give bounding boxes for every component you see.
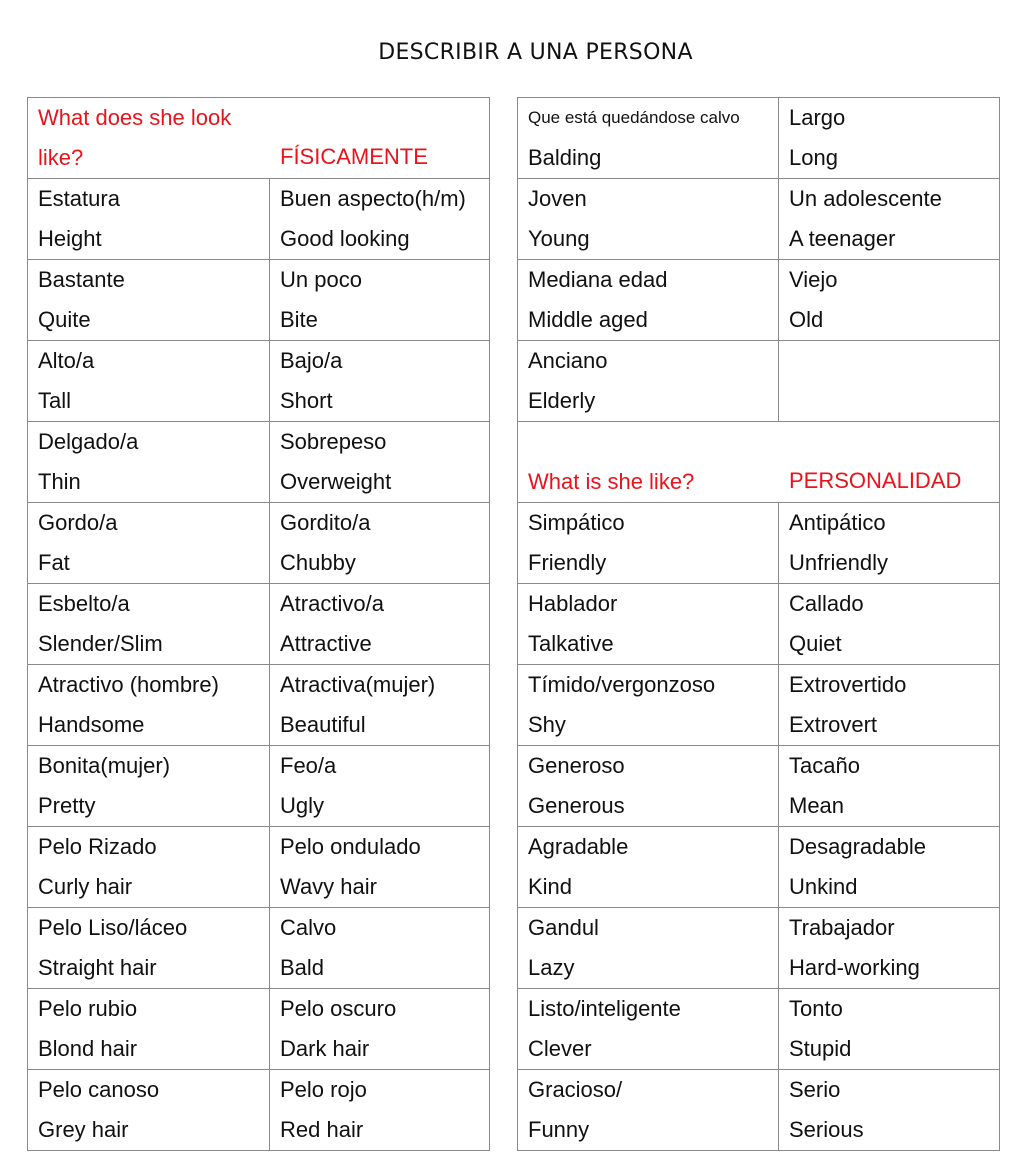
english-term: Straight hair	[38, 955, 157, 980]
vocab-cell	[270, 584, 490, 665]
spanish-term: Sobrepeso	[280, 429, 387, 454]
vocab-cell	[779, 827, 1000, 908]
physical-question-line1: What does she look	[38, 105, 232, 130]
spanish-term: Extrovertido	[789, 672, 907, 697]
spanish-term: Hablador	[528, 591, 618, 616]
spanish-term: Buen aspecto(h/m)	[280, 186, 466, 211]
table-row	[28, 908, 490, 989]
table-row	[28, 503, 490, 584]
vocab-cell	[779, 989, 1000, 1070]
vocab-cell	[518, 179, 779, 260]
english-term: Stupid	[789, 1036, 852, 1061]
spanish-term: Gordito/a	[280, 510, 371, 535]
english-term: Dark hair	[280, 1036, 370, 1061]
table-row	[28, 260, 490, 341]
english-term: Bite	[280, 307, 318, 332]
table-row	[518, 503, 1000, 584]
english-term: Hard-working	[789, 955, 920, 980]
table-row	[518, 908, 1000, 989]
spanish-term: Trabajador	[789, 915, 895, 940]
spanish-term: Bajo/a	[280, 348, 343, 373]
english-term: Quiet	[789, 631, 842, 656]
spanish-term: Gracioso/	[528, 1077, 623, 1102]
vocab-cell	[779, 341, 1000, 422]
vocab-cell	[270, 665, 490, 746]
spanish-term: Viejo	[789, 267, 838, 292]
personality-question: What is she like?	[528, 469, 695, 494]
spanish-term: Atractivo/a	[280, 591, 384, 616]
english-term: Wavy hair	[280, 874, 377, 899]
english-term: Balding	[528, 145, 602, 170]
vocab-cell	[779, 98, 1000, 179]
english-term: Extrovert	[789, 712, 878, 737]
vocab-cell	[270, 503, 490, 584]
vocab-cell	[518, 260, 779, 341]
spanish-term: Antipático	[789, 510, 886, 535]
english-term: Quite	[38, 307, 91, 332]
table-row	[518, 665, 1000, 746]
table-row	[28, 179, 490, 260]
vocab-cell	[518, 665, 779, 746]
table-row	[518, 260, 1000, 341]
english-term: Short	[280, 388, 333, 413]
spanish-term: Estatura	[38, 186, 120, 211]
english-term: Young	[528, 226, 590, 251]
spanish-term: Desagradable	[789, 834, 926, 859]
table-row	[28, 665, 490, 746]
spanish-term: Tonto	[789, 996, 843, 1021]
table-row	[28, 1070, 490, 1151]
vocab-cell	[779, 584, 1000, 665]
vocab-cell	[270, 908, 490, 989]
spanish-term: Feo/a	[280, 753, 337, 778]
english-term: Friendly	[528, 550, 607, 575]
english-term: Shy	[528, 712, 566, 737]
english-term: Funny	[528, 1117, 590, 1142]
vocab-cell	[518, 1070, 779, 1151]
english-term: Slender/Slim	[38, 631, 163, 656]
spanish-term: Pelo Liso/láceo	[38, 915, 188, 940]
vocab-cell	[28, 746, 270, 827]
vocab-cell	[28, 179, 270, 260]
spanish-term: Atractiva(mujer)	[280, 672, 436, 697]
vocab-cell	[28, 422, 270, 503]
spanish-term: Que está quedándose calvo	[528, 108, 740, 127]
english-term: Long	[789, 145, 838, 170]
vocab-cell	[270, 1070, 490, 1151]
vocab-cell	[270, 746, 490, 827]
personality-section-label: PERSONALIDAD	[789, 468, 962, 493]
header-spacer	[528, 422, 999, 462]
english-term: Grey hair	[38, 1117, 129, 1142]
spanish-term: Generoso	[528, 753, 625, 778]
table-row	[28, 584, 490, 665]
spanish-term: Listo/inteligente	[528, 996, 681, 1021]
table-row	[28, 746, 490, 827]
vocab-cell	[28, 665, 270, 746]
vocab-cell	[518, 908, 779, 989]
spanish-term: Gandul	[528, 915, 599, 940]
vocab-cell	[28, 341, 270, 422]
table-row	[518, 746, 1000, 827]
spanish-term: Simpático	[528, 510, 625, 535]
spanish-term: Pelo rojo	[280, 1077, 367, 1102]
vocab-cell	[270, 827, 490, 908]
table-row	[518, 989, 1000, 1070]
table-row	[28, 341, 490, 422]
table-row	[518, 98, 1000, 179]
table-row	[518, 827, 1000, 908]
vocab-cell	[779, 746, 1000, 827]
vocab-cell	[28, 260, 270, 341]
vocab-cell	[779, 179, 1000, 260]
spanish-term: Anciano	[528, 348, 608, 373]
spanish-term: Esbelto/a	[38, 591, 130, 616]
spanish-term: Un poco	[280, 267, 362, 292]
table-row	[28, 827, 490, 908]
english-term: Old	[789, 307, 824, 332]
vocab-cell	[270, 422, 490, 503]
vocab-cell	[270, 341, 490, 422]
english-term: Handsome	[38, 712, 145, 737]
spanish-term: Mediana edad	[528, 267, 668, 292]
spanish-term: Joven	[528, 186, 587, 211]
vocab-cell	[28, 584, 270, 665]
vocab-cell	[518, 827, 779, 908]
english-term: Unkind	[789, 874, 858, 899]
vocab-cell	[779, 260, 1000, 341]
spanish-term: Un adolescente	[789, 186, 942, 211]
table-row	[518, 1070, 1000, 1151]
vocab-cell	[779, 503, 1000, 584]
english-term: Elderly	[528, 388, 596, 413]
vocab-cell	[28, 827, 270, 908]
vocab-cell	[270, 989, 490, 1070]
spanish-term: Pelo rubio	[38, 996, 138, 1021]
spanish-term: Largo	[789, 105, 846, 130]
english-term: Generous	[528, 793, 625, 818]
english-term	[789, 381, 999, 421]
spanish-term: Alto/a	[38, 348, 95, 373]
vocab-cell	[270, 179, 490, 260]
spanish-term: Delgado/a	[38, 429, 139, 454]
english-term: Mean	[789, 793, 845, 818]
vocab-cell	[28, 989, 270, 1070]
spanish-term: Gordo/a	[38, 510, 118, 535]
spanish-term: Pelo ondulado	[280, 834, 421, 859]
spanish-term: Calvo	[280, 915, 337, 940]
spanish-term: Pelo canoso	[38, 1077, 160, 1102]
spanish-term: Tacaño	[789, 753, 860, 778]
vocab-cell	[518, 341, 779, 422]
personality-header-row	[518, 422, 1000, 503]
vocab-cell	[518, 746, 779, 827]
english-term: Red hair	[280, 1117, 364, 1142]
vocab-cell	[28, 503, 270, 584]
english-term: A teenager	[789, 226, 896, 251]
spanish-term: Tímido/vergonzoso	[528, 672, 716, 697]
physical-vocabulary-table	[27, 97, 490, 1151]
english-term: Clever	[528, 1036, 592, 1061]
vocab-cell	[779, 1070, 1000, 1151]
spanish-term: Callado	[789, 591, 864, 616]
vocab-cell	[28, 1070, 270, 1151]
physical-section-label: FÍSICAMENTE	[280, 144, 428, 169]
english-term: Tall	[38, 388, 72, 413]
table-row	[518, 179, 1000, 260]
english-term: Height	[38, 226, 102, 251]
vocab-cell	[270, 260, 490, 341]
english-term: Kind	[528, 874, 573, 899]
english-term: Lazy	[528, 955, 575, 980]
vocab-cell	[518, 989, 779, 1070]
vocab-cell	[779, 665, 1000, 746]
table-row	[28, 422, 490, 503]
english-term: Attractive	[280, 631, 372, 656]
english-term: Curly hair	[38, 874, 133, 899]
table-row	[518, 341, 1000, 422]
spanish-term: Bonita(mujer)	[38, 753, 171, 778]
english-term: Pretty	[38, 793, 96, 818]
english-term: Bald	[280, 955, 325, 980]
page-title: DESCRIBIR A UNA PERSONA	[378, 40, 693, 65]
physical-question-line2: like?	[38, 145, 84, 170]
personality-header-cell	[518, 422, 1000, 503]
spanish-term: Serio	[789, 1077, 841, 1102]
english-term: Chubby	[280, 550, 356, 575]
english-term: Overweight	[280, 469, 392, 494]
english-term: Fat	[38, 550, 70, 575]
spanish-term: Pelo Rizado	[38, 834, 157, 859]
vocab-cell	[518, 584, 779, 665]
english-term: Ugly	[280, 793, 325, 818]
english-term: Thin	[38, 469, 81, 494]
vocab-cell	[518, 98, 779, 179]
english-term: Serious	[789, 1117, 864, 1142]
english-term: Unfriendly	[789, 550, 889, 575]
vocab-cell	[779, 908, 1000, 989]
table-row	[28, 989, 490, 1070]
english-term: Talkative	[528, 631, 614, 656]
english-term: Beautiful	[280, 712, 366, 737]
spanish-term: Bastante	[38, 267, 125, 292]
spanish-term	[789, 341, 999, 381]
english-term: Good looking	[280, 226, 410, 251]
english-term: Middle aged	[528, 307, 648, 332]
english-term: Blond hair	[38, 1036, 138, 1061]
spanish-term: Atractivo (hombre)	[38, 672, 219, 697]
vocab-cell	[28, 908, 270, 989]
spanish-term: Agradable	[528, 834, 629, 859]
physical-header-cell	[28, 98, 490, 179]
age-personality-vocabulary-table	[517, 97, 1000, 1151]
table-row	[518, 584, 1000, 665]
vocab-cell	[518, 503, 779, 584]
spanish-term: Pelo oscuro	[280, 996, 397, 1021]
physical-header-row	[28, 98, 490, 179]
